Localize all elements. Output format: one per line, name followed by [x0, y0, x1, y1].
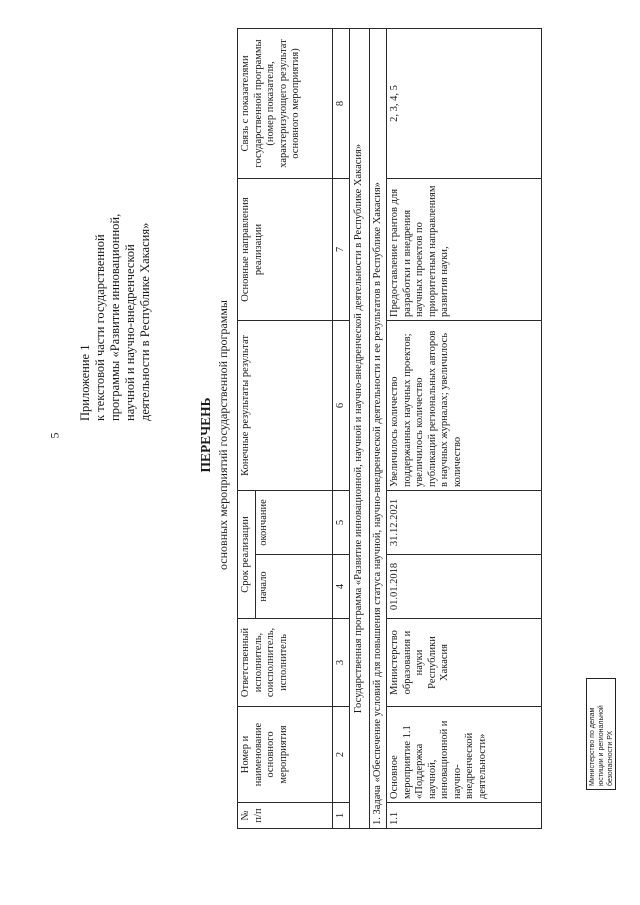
header-name: Номер и наименование основного мероприятия: [238, 707, 333, 803]
program-row: [350, 28, 370, 828]
column-number-row: [332, 28, 350, 828]
cell-directions: Предоставление грантов для разработки и внедрения научных проектов по приоритетным направлениям развития науки,: [387, 178, 542, 320]
cell-name: Основное мероприятие 1.1 «Поддержка научной, инновационной и научно-внедренческой деятельности»: [387, 707, 542, 803]
column-number: 7: [332, 178, 350, 320]
task-title-cell: 1. Задача «Обеспечение условий для повышения статуса научной, научно-внедренческой деятельности и ее результатов в Республике Хакасия»: [369, 28, 387, 828]
header-link: Связь с показателями государственной программы (номер показателя, характеризующего результат основного мероприятия): [238, 28, 333, 178]
document-subtitle: основных мероприятий государственной программы: [216, 300, 230, 571]
column-number: 1: [332, 803, 350, 829]
task-row: [369, 28, 387, 828]
stamp-line-1: Министерство по делам: [589, 707, 596, 786]
appendix-header: [78, 121, 153, 421]
appendix-line-4: научной и научно-внедренческой: [123, 244, 137, 421]
stamp-line-2: юстиции и региональной: [598, 705, 605, 786]
column-number: 3: [332, 619, 350, 707]
header-results: Конечные результаты результат: [238, 320, 333, 490]
header-directions: Основные направления реализации: [238, 178, 333, 320]
document-title: ПЕРЕЧЕНЬ: [198, 397, 213, 473]
header-end: окончание: [255, 490, 332, 554]
appendix-line-3: программы «Развитие инновационной,: [108, 213, 122, 421]
cell-start: 01.01.2018: [387, 555, 542, 619]
column-number: 6: [332, 320, 350, 490]
cell-link: 2, 3, 4, 5: [387, 28, 542, 178]
header-start: начало: [255, 555, 332, 619]
table-row: [387, 28, 542, 828]
column-number: 5: [332, 490, 350, 554]
page-number: 5: [47, 432, 62, 439]
column-number: 8: [332, 28, 350, 178]
measures-table: [237, 28, 542, 829]
appendix-line-1: Приложение 1: [78, 344, 92, 421]
header-period: Срок реализации: [238, 490, 256, 618]
cell-results: Увеличилось количество поддержанных научных проектов; увеличилось количество публикаций региональных авторов в научных журналах; увеличилось количество: [387, 320, 542, 490]
column-number: 4: [332, 555, 350, 619]
cell-end: 31.12.2021: [387, 490, 542, 554]
column-number: 2: [332, 707, 350, 803]
rotated-page-content: [60, 25, 590, 845]
cell-no: 1.1: [387, 803, 542, 829]
cell-executor: Министерство образования и науки Республики Хакасия: [387, 619, 542, 707]
stamp-line-3: безопасности РХ: [607, 730, 614, 786]
header-executor: Ответственный исполнитель, соисполнитель, исполнитель: [238, 619, 333, 707]
appendix-line-5: деятельности в Республике Хакасия»: [138, 222, 152, 421]
registration-stamp: [586, 678, 616, 790]
header-no: № п/п: [238, 803, 333, 829]
program-title-cell: Государственная программа «Развитие инновационной, научной и научно-внедренческой деятельности в Республике Хакасия»: [350, 28, 370, 828]
header-row: [238, 28, 256, 828]
appendix-line-2: к текстовой части государственной: [93, 234, 107, 421]
